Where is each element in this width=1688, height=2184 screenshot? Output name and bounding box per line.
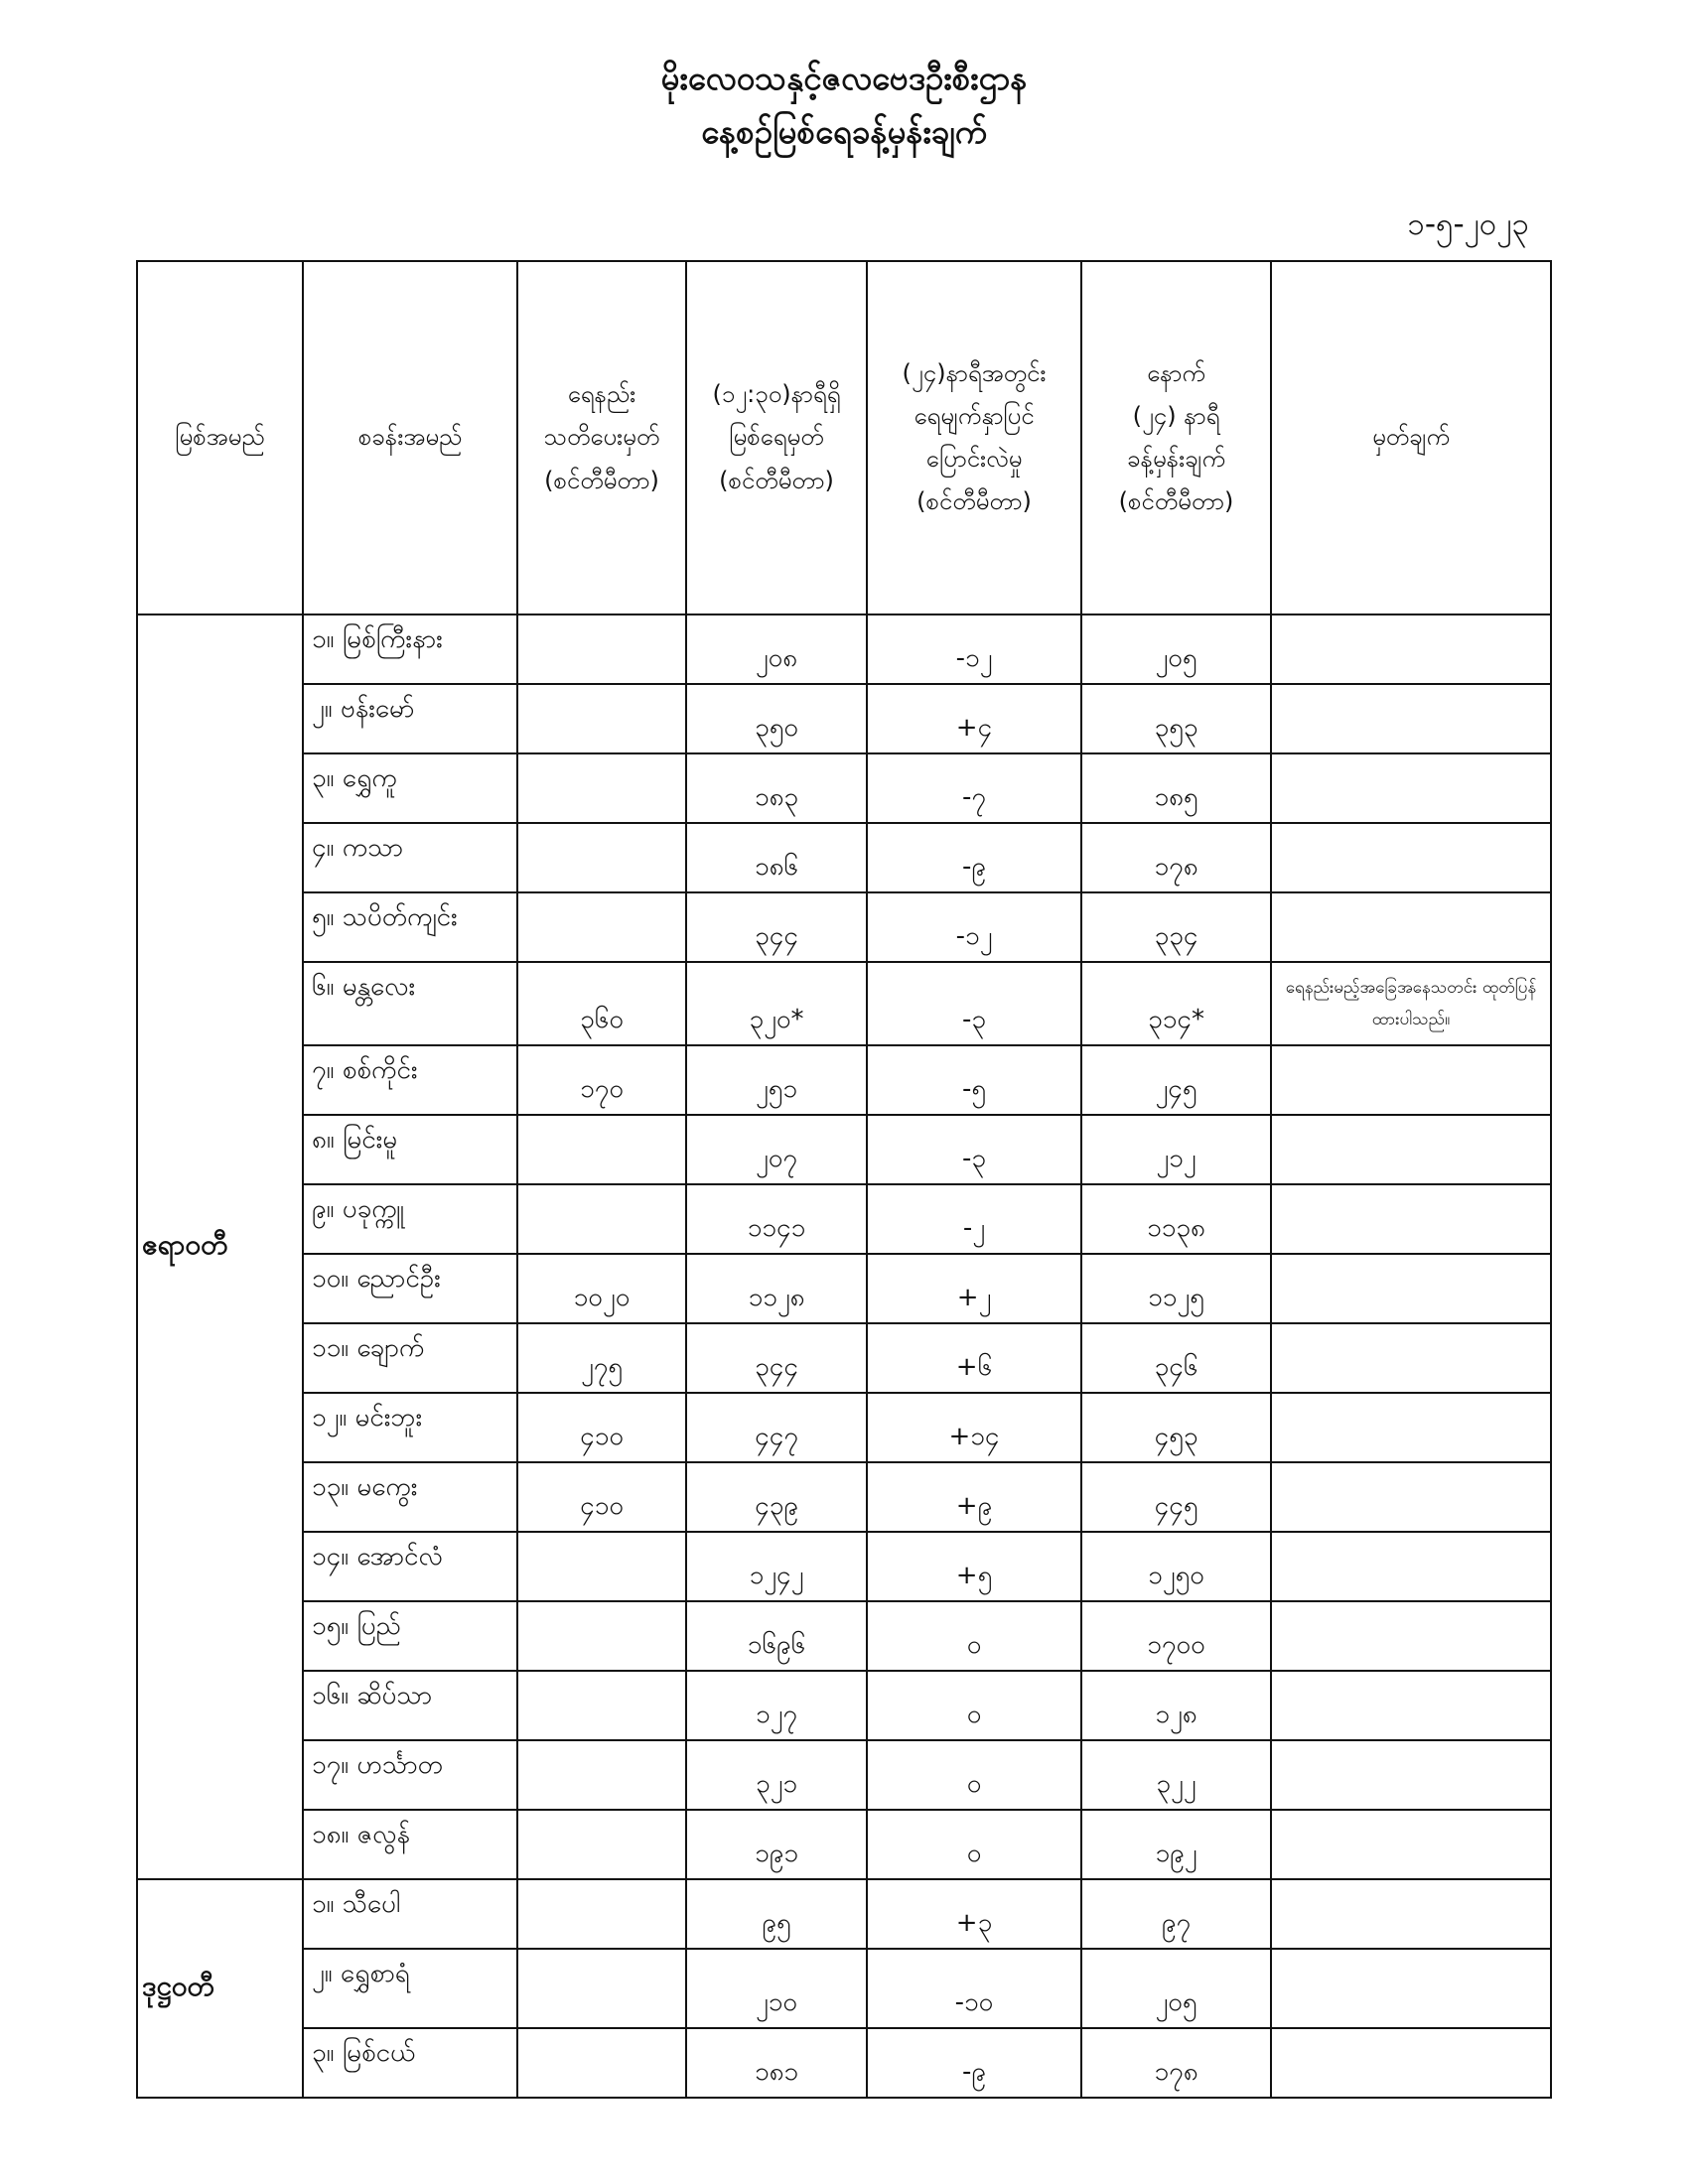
table-row: [137, 1810, 1551, 1879]
change-cell: -၅: [867, 1045, 1081, 1115]
header-danger-level: ရေနည်း သတိပေးမှတ် (စင်တီမီတာ): [517, 261, 686, 614]
forecast-cell: ၁၇၈: [1081, 823, 1271, 892]
current-level-cell: ၁၁၄၁: [686, 1184, 867, 1254]
danger-level-cell: [517, 1115, 686, 1184]
table-row: [137, 1671, 1551, 1740]
river-forecast-table: [136, 260, 1552, 2099]
danger-level-cell: [517, 1601, 686, 1671]
remark-cell: [1271, 823, 1551, 892]
danger-level-cell: ၄၁၀: [517, 1462, 686, 1532]
remark-cell: [1271, 2028, 1551, 2098]
current-level-cell: ၂၀၈: [686, 614, 867, 684]
station-name: ၄။ ကသာ: [303, 823, 517, 892]
danger-level-cell: [517, 1879, 686, 1949]
table-row: [137, 753, 1551, 823]
remark-cell: [1271, 1393, 1551, 1462]
remark-cell: [1271, 1045, 1551, 1115]
remark-cell: [1271, 1532, 1551, 1601]
danger-level-cell: [517, 1671, 686, 1740]
station-name: ၁၀။ ညောင်ဦး: [303, 1254, 517, 1323]
table-header-row: [137, 261, 1551, 614]
forecast-cell: ၃၃၄: [1081, 892, 1271, 962]
table-row: [137, 823, 1551, 892]
current-level-cell: ၁၆၉၆: [686, 1601, 867, 1671]
header-forecast: နောက် (၂၄) နာရီ ခန့်မှန်းချက် (စင်တီမီတာ): [1081, 261, 1271, 614]
table-row: [137, 1393, 1551, 1462]
remark-cell: [1271, 1949, 1551, 2028]
table-row: [137, 1879, 1551, 1949]
station-name: ၁၂။ မင်းဘူး: [303, 1393, 517, 1462]
current-level-cell: ၃၂၁: [686, 1740, 867, 1810]
change-cell: -၂: [867, 1184, 1081, 1254]
current-level-cell: ၁၈၃: [686, 753, 867, 823]
danger-level-cell: [517, 1184, 686, 1254]
station-name: ၉။ ပခုက္ကူ: [303, 1184, 517, 1254]
remark-cell: [1271, 1671, 1551, 1740]
table-row: [137, 962, 1551, 1045]
change-cell: -၃: [867, 962, 1081, 1045]
table-row: [137, 684, 1551, 753]
table-row: [137, 1184, 1551, 1254]
station-name: ၇။ စစ်ကိုင်း: [303, 1045, 517, 1115]
header-24h-change: (၂၄)နာရီအတွင်း ရေမျက်နှာပြင် ပြောင်းလဲမှု (စင်တီမီတာ): [867, 261, 1081, 614]
station-name: ၁၄။ အောင်လံ: [303, 1532, 517, 1601]
remark-cell: [1271, 1254, 1551, 1323]
current-level-cell: ၂၅၁: [686, 1045, 867, 1115]
report-title-forecast: နေ့စဉ်မြစ်ရေခန့်မှန်းချက်: [701, 112, 987, 151]
table-row: [137, 1254, 1551, 1323]
forecast-cell: ၂၁၂: [1081, 1115, 1271, 1184]
danger-level-cell: ၁၇၀: [517, 1045, 686, 1115]
station-name: ၁၇။ ဟင်္သာတ: [303, 1740, 517, 1810]
river-name: ဒုဋ္ဌဝတီ: [137, 1879, 303, 2098]
change-cell: ၀: [867, 1601, 1081, 1671]
change-cell: -၁၀: [867, 1949, 1081, 2028]
current-level-cell: ၁၂၄၂: [686, 1532, 867, 1601]
change-cell: +၂: [867, 1254, 1081, 1323]
current-level-cell: ၁၁၂၈: [686, 1254, 867, 1323]
change-cell: -၁၂: [867, 614, 1081, 684]
danger-level-cell: ၁၀၂၀: [517, 1254, 686, 1323]
change-cell: ၀: [867, 1740, 1081, 1810]
current-level-cell: ၃၄၄: [686, 1323, 867, 1393]
remark-cell: [1271, 1810, 1551, 1879]
remark-cell: [1271, 1740, 1551, 1810]
remark-cell: [1271, 1462, 1551, 1532]
remark-cell: [1271, 753, 1551, 823]
forecast-cell: ၉၇: [1081, 1879, 1271, 1949]
station-name: ၁၃။ မကွေး: [303, 1462, 517, 1532]
forecast-cell: ၁၈၅: [1081, 753, 1271, 823]
forecast-cell: ၄၅၃: [1081, 1393, 1271, 1462]
current-level-cell: ၃၂၀*: [686, 962, 867, 1045]
forecast-cell: ၁၁၂၅: [1081, 1254, 1271, 1323]
forecast-cell: ၃၄၆: [1081, 1323, 1271, 1393]
table-row: [137, 1115, 1551, 1184]
change-cell: +၄: [867, 684, 1081, 753]
danger-level-cell: [517, 684, 686, 753]
current-level-cell: ၃၅၀: [686, 684, 867, 753]
current-level-cell: ၂၁၀: [686, 1949, 867, 2028]
forecast-cell: ၃၁၄*: [1081, 962, 1271, 1045]
forecast-cell: ၃၅၃: [1081, 684, 1271, 753]
danger-level-cell: [517, 753, 686, 823]
danger-level-cell: [517, 892, 686, 962]
danger-level-cell: [517, 823, 686, 892]
danger-level-cell: ၃၆၀: [517, 962, 686, 1045]
report-title-department: မိုးလေဝသနှင့်ဇလဗေဒဦးစီးဌာန: [660, 59, 1028, 97]
danger-level-cell: ၄၁၀: [517, 1393, 686, 1462]
remark-cell: [1271, 1323, 1551, 1393]
remark-cell: [1271, 1879, 1551, 1949]
change-cell: +၆: [867, 1323, 1081, 1393]
table-row: [137, 1740, 1551, 1810]
table-row: [137, 1949, 1551, 2028]
station-name: ၆။ မန္တလေး: [303, 962, 517, 1045]
header-station: စခန်းအမည်: [303, 261, 517, 614]
forecast-cell: ၂၀၅: [1081, 614, 1271, 684]
table-row: [137, 614, 1551, 684]
remark-cell: [1271, 1184, 1551, 1254]
station-name: ၈။ မြင်းမူ: [303, 1115, 517, 1184]
current-level-cell: ၁၈၁: [686, 2028, 867, 2098]
station-name: ၁။ သီပေါ: [303, 1879, 517, 1949]
danger-level-cell: [517, 1532, 686, 1601]
current-level-cell: ၉၅: [686, 1879, 867, 1949]
danger-level-cell: [517, 1949, 686, 2028]
change-cell: -၇: [867, 753, 1081, 823]
forecast-cell: ၁၁၃၈: [1081, 1184, 1271, 1254]
forecast-cell: ၁၇၈: [1081, 2028, 1271, 2098]
header-current-level: (၁၂:၃၀)နာရီရှိ မြစ်ရေမှတ် (စင်တီမီတာ): [686, 261, 867, 614]
station-name: ၁၈။ ဇလွန်: [303, 1810, 517, 1879]
forecast-cell: ၂၀၅: [1081, 1949, 1271, 2028]
table-row: [137, 1601, 1551, 1671]
danger-level-cell: [517, 2028, 686, 2098]
change-cell: +၃: [867, 1879, 1081, 1949]
table-row: [137, 892, 1551, 962]
current-level-cell: ၃၄၄: [686, 892, 867, 962]
forecast-cell: ၁၂၈: [1081, 1671, 1271, 1740]
danger-level-cell: [517, 1810, 686, 1879]
station-name: ၅။ သပိတ်ကျင်း: [303, 892, 517, 962]
forecast-cell: ၁၂၅၀: [1081, 1532, 1271, 1601]
station-name: ၁။ မြစ်ကြီးနား: [303, 614, 517, 684]
forecast-cell: ၁၇၀၀: [1081, 1601, 1271, 1671]
change-cell: -၉: [867, 823, 1081, 892]
danger-level-cell: ၂၇၅: [517, 1323, 686, 1393]
station-name: ၃။ မြစ်ငယ်: [303, 2028, 517, 2098]
table-row: [137, 1532, 1551, 1601]
remark-cell: [1271, 614, 1551, 684]
station-name: ၁၁။ ချောက်: [303, 1323, 517, 1393]
remark-cell: [1271, 892, 1551, 962]
station-name: ၂။ ရွှေစာရံ: [303, 1949, 517, 2028]
remark-cell: [1271, 1115, 1551, 1184]
header-remark: မှတ်ချက်: [1271, 261, 1551, 614]
table-row: [137, 2028, 1551, 2098]
station-name: ၂။ ဗန်းမော်: [303, 684, 517, 753]
forecast-cell: ၁၉၂: [1081, 1810, 1271, 1879]
forecast-cell: ၂၄၅: [1081, 1045, 1271, 1115]
table-row: [137, 1462, 1551, 1532]
change-cell: -၁၂: [867, 892, 1081, 962]
change-cell: +၁၄: [867, 1393, 1081, 1462]
header-river: မြစ်အမည်: [137, 261, 303, 614]
station-name: ၃။ ရွှေကူ: [303, 753, 517, 823]
river-name: ဧရာဝတီ: [137, 614, 303, 1879]
current-level-cell: ၁၂၇: [686, 1671, 867, 1740]
table-row: [137, 1323, 1551, 1393]
current-level-cell: ၁၉၁: [686, 1810, 867, 1879]
remark-cell: [1271, 1601, 1551, 1671]
table-row: [137, 1045, 1551, 1115]
station-name: ၁၆။ ဆိပ်သာ: [303, 1671, 517, 1740]
report-date: ၁-၅-၂၀၂၃: [1407, 206, 1529, 242]
danger-level-cell: [517, 1740, 686, 1810]
change-cell: ၀: [867, 1810, 1081, 1879]
current-level-cell: ၂၀၇: [686, 1115, 867, 1184]
change-cell: -၉: [867, 2028, 1081, 2098]
current-level-cell: ၄၄၇: [686, 1393, 867, 1462]
current-level-cell: ၄၃၉: [686, 1462, 867, 1532]
current-level-cell: ၁၈၆: [686, 823, 867, 892]
change-cell: +၉: [867, 1462, 1081, 1532]
forecast-cell: ၄၄၅: [1081, 1462, 1271, 1532]
change-cell: ၀: [867, 1671, 1081, 1740]
change-cell: -၃: [867, 1115, 1081, 1184]
danger-level-cell: [517, 614, 686, 684]
station-name: ၁၅။ ပြည်: [303, 1601, 517, 1671]
remark-cell: ရေနည်းမည့်အခြေအနေသတင်း ထုတ်ပြန်ထားပါသည်။: [1271, 962, 1551, 1045]
change-cell: +၅: [867, 1532, 1081, 1601]
remark-cell: [1271, 684, 1551, 753]
forecast-cell: ၃၂၂: [1081, 1740, 1271, 1810]
